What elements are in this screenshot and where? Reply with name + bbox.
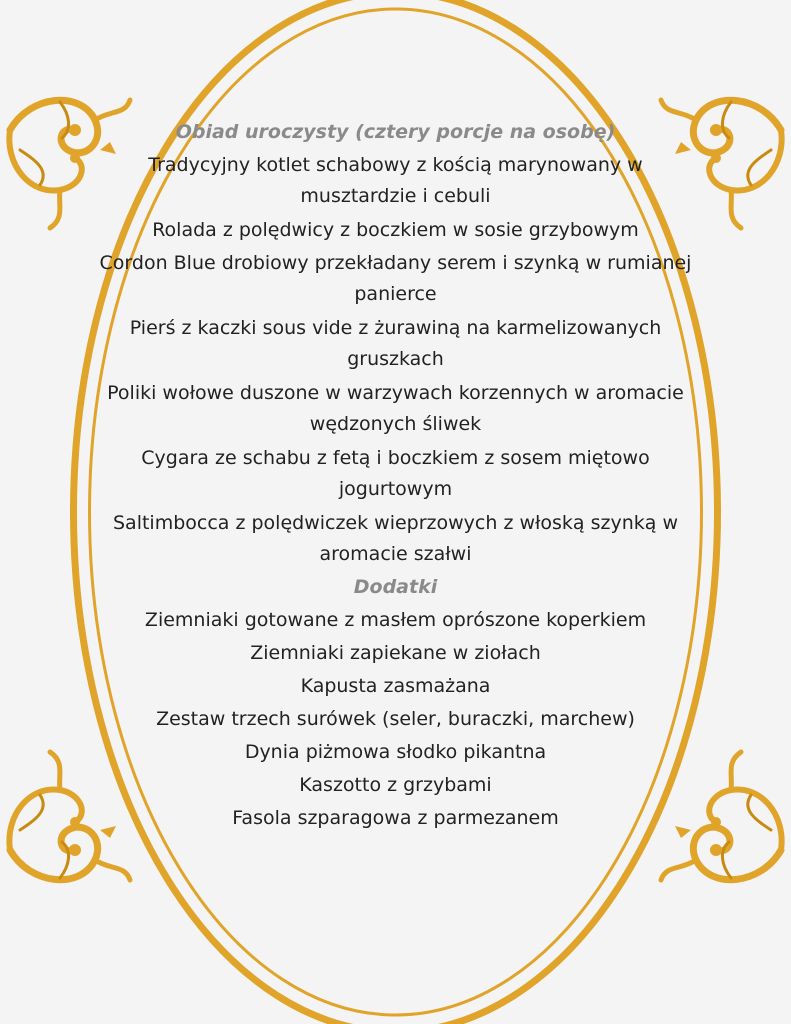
side-item-kaszotto: Kaszotto z grzybami bbox=[299, 774, 492, 796]
main-course-title: Obiad uroczysty (cztery porcje na osobę) bbox=[175, 121, 616, 143]
menu-item-roulade: Rolada z polędwicy z boczkiem w sosie grzybowym bbox=[152, 219, 639, 241]
menu-item-saltimbocca: Saltimbocca z polędwiczek wieprzowych z włoską szynką w aromacie szałwi bbox=[112, 512, 678, 565]
side-item-fried-cabbage: Kapusta zasmażana bbox=[300, 675, 491, 697]
side-item-pumpkin: Dynia piżmowa słodko pikantna bbox=[244, 741, 547, 763]
sides-title: Dodatki bbox=[353, 576, 438, 598]
menu-content bbox=[90, 118, 701, 836]
side-item-boiled-potatoes: Ziemniaki gotowane z masłem oprószone koperkiem bbox=[144, 609, 647, 631]
menu-item-beef-cheeks: Poliki wołowe duszone w warzywach korzennych w aromacie wędzonych śliwek bbox=[107, 382, 684, 435]
menu-item-duck-breast: Pierś z kaczki sous vide z żurawiną na karmelizowanych gruszkach bbox=[129, 317, 662, 370]
side-item-green-beans: Fasola szparagowa z parmezanem bbox=[232, 807, 559, 829]
side-item-baked-potatoes: Ziemniaki zapiekane w ziołach bbox=[250, 642, 541, 664]
side-item-salads: Zestaw trzech surówek (seler, buraczki, marchew) bbox=[156, 708, 635, 730]
menu-item-cordon-blue: Cordon Blue drobiowy przekładany serem i szynką w rumianej panierce bbox=[99, 252, 692, 305]
menu-item-pork-chop: Tradycyjny kotlet schabowy z kością marynowany w musztardzie i cebuli bbox=[148, 154, 643, 207]
menu-item-pork-cigars: Cygara ze schabu z fetą i boczkiem z sosem miętowo jogurtowym bbox=[141, 447, 650, 500]
